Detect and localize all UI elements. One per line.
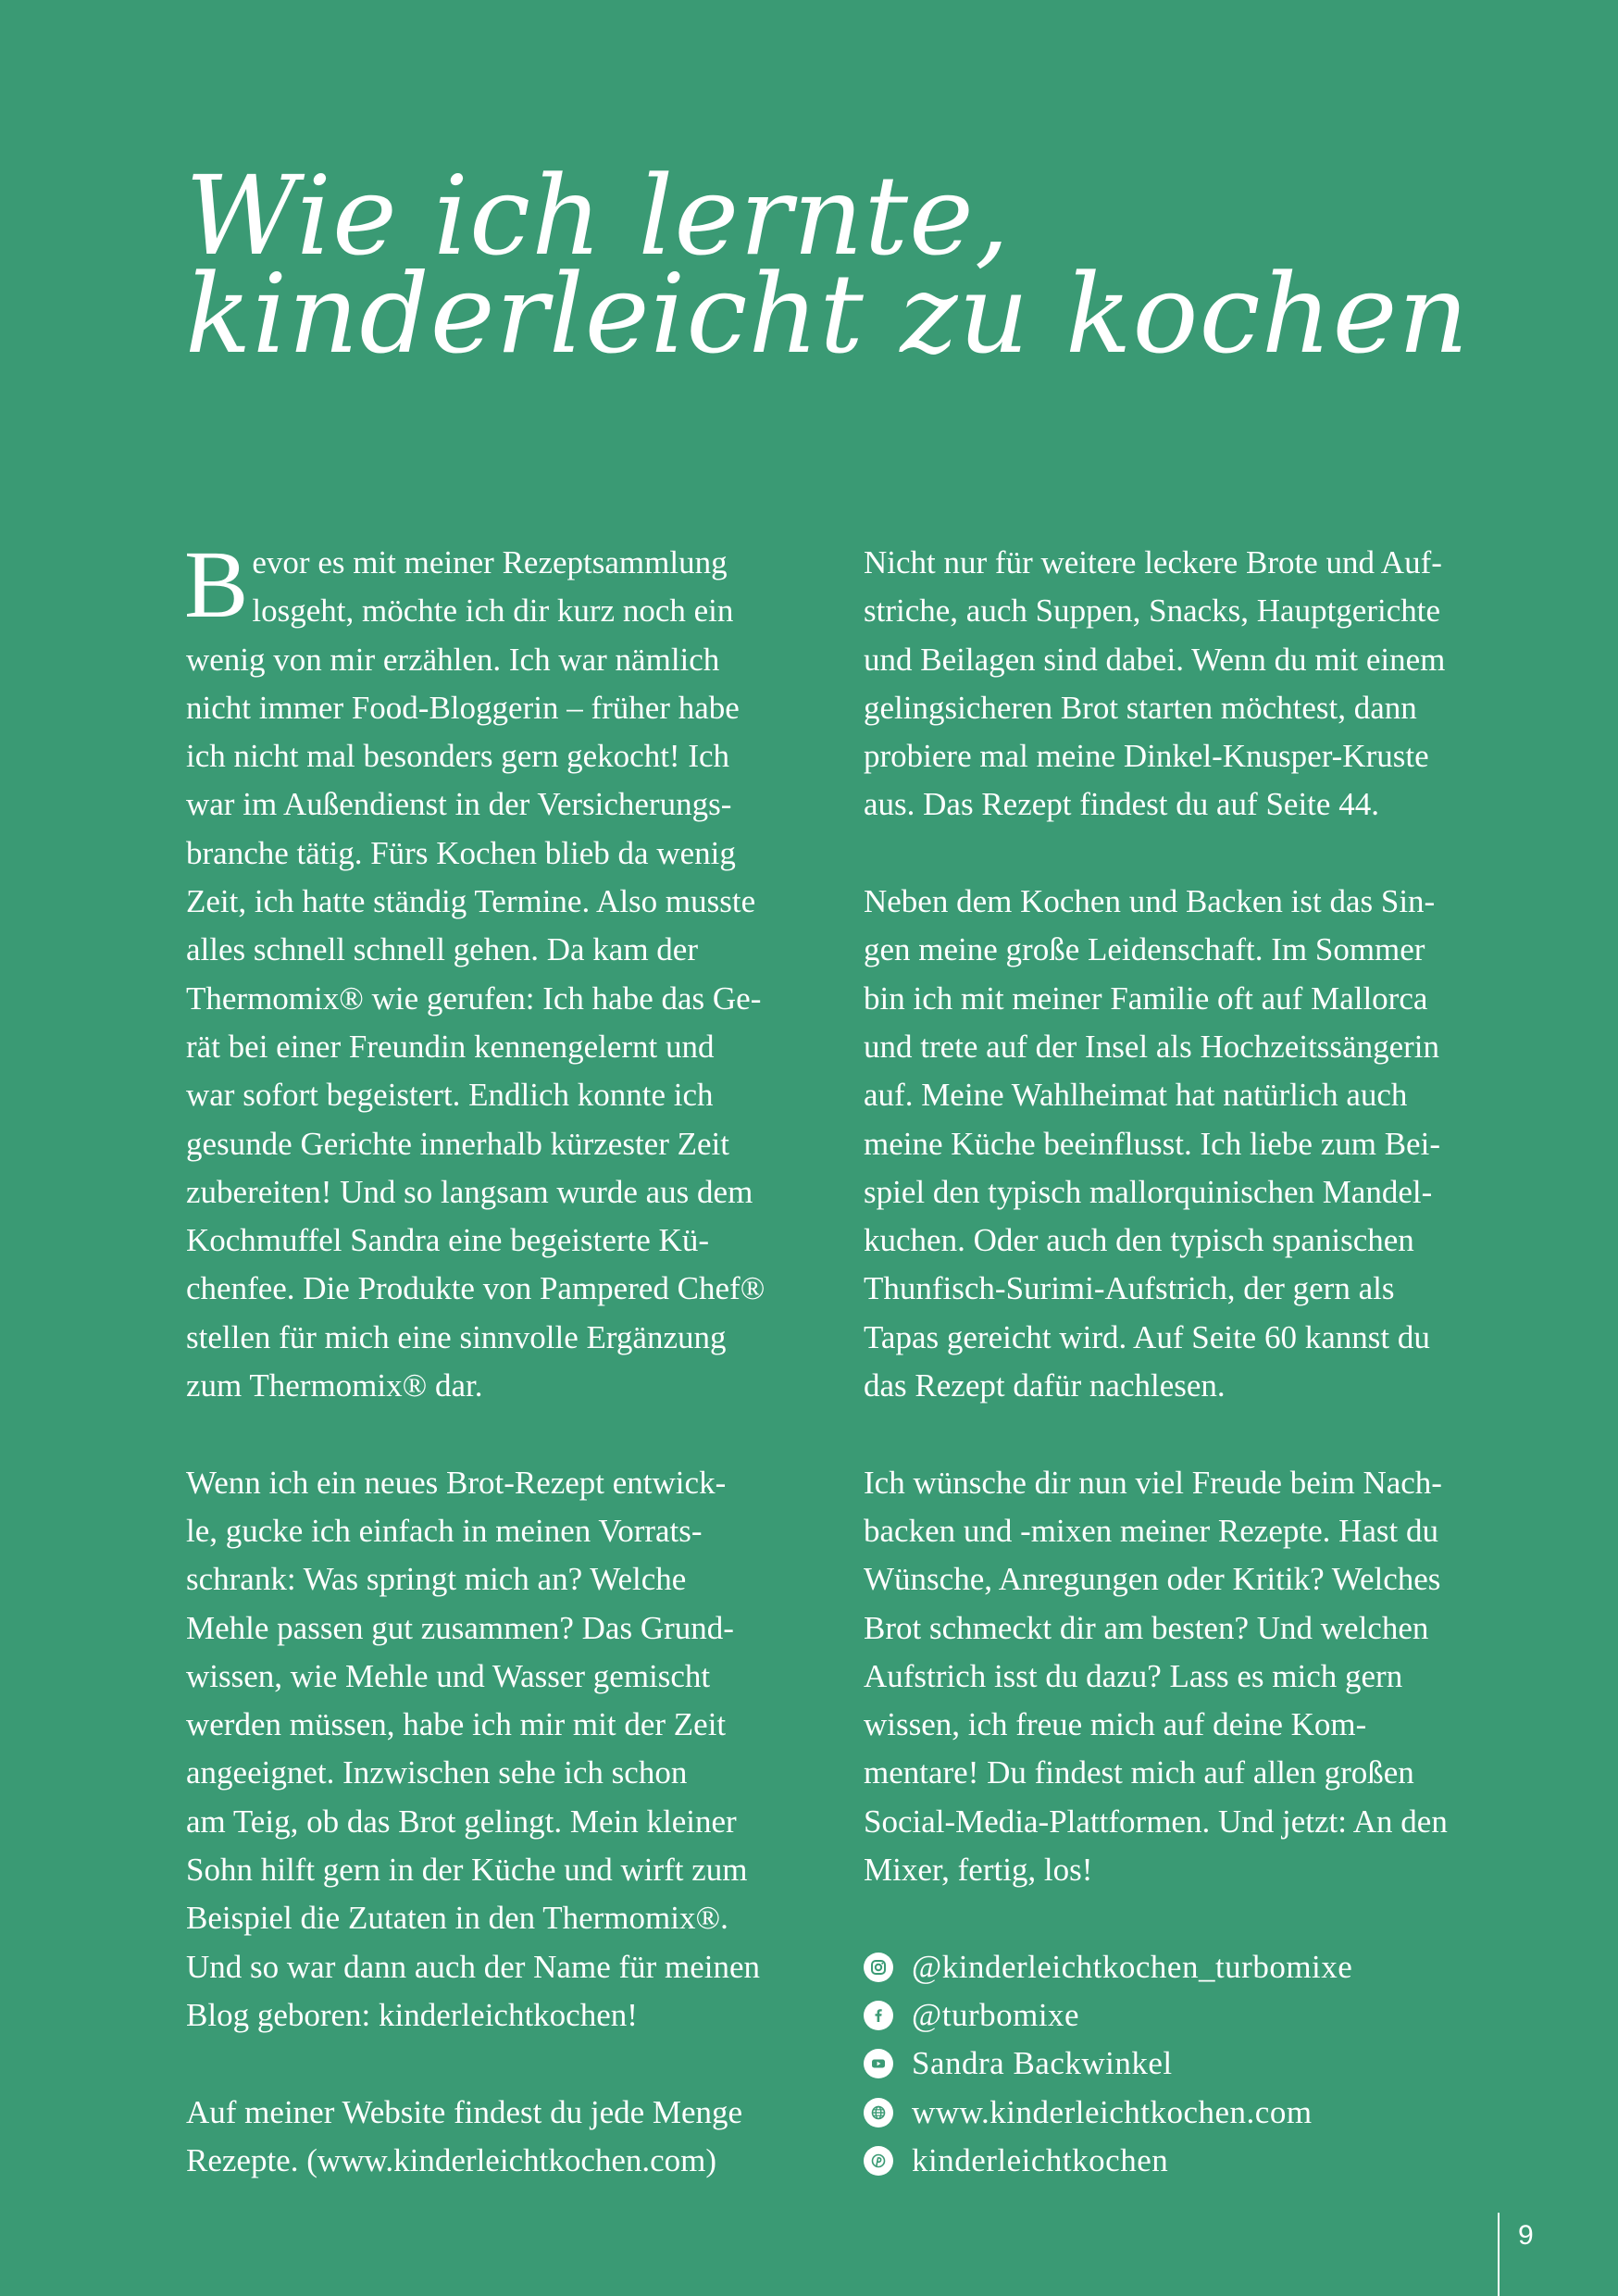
singing-paragraph: Neben dem Kochen und Backen ist das Sin- gen meine große Leidenschaft. Im Sommer bin ich mit meiner Familie oft auf Mallorca und trete auf der Insel als Hochzeitssängerin auf. Meine Wahlheimat hat natürlich auch meine Küche beeinflusst. Ich liebe zum Bei- spiel den typisch mallorquinischen Mandel- kuchen. Oder auch den typisch spanischen Thunfisch-Surimi-Aufstrich, der gern als Tapas gereicht wird. Auf Seite 60 kannst du das Rezept dafür nachlesen. — [864, 883, 1440, 1404]
social-item-website[interactable] — [864, 2089, 1512, 2137]
left-column — [184, 531, 825, 2233]
page-title — [185, 152, 1527, 378]
pinterest-icon — [864, 2146, 893, 2176]
social-item-pinterest[interactable] — [864, 2137, 1512, 2185]
website-paragraph: Auf meiner Website findest du jede Menge Rezepte. (www.kinderleichtkochen.com) — [186, 2093, 743, 2178]
youtube-icon — [864, 2049, 893, 2078]
social-item-youtube[interactable] — [864, 2040, 1512, 2088]
globe-icon — [864, 2098, 893, 2128]
pinterest-handle: kinderleichtkochen — [912, 2141, 1169, 2178]
page-number-divider — [1498, 2213, 1500, 2296]
closing-paragraph: Ich wünsche dir nun viel Freude beim Nach- backen und -mixen meiner Rezepte. Hast du Wünsche, Anregungen oder Kritik? Welches Brot schmeckt dir am besten? Und welchen Aufstrich isst du dazu? Lass es mich gern wissen, ich freue mich auf deine Kom- mentare! Du findest mich auf allen großen Social-Media-Plattformen. Und jetzt: An den Mixer, fertig, los! — [864, 1464, 1448, 1889]
instagram-handle: @kinderleichtkochen_turbomixe — [912, 1948, 1353, 1985]
instagram-icon — [864, 1953, 893, 1982]
right-column — [864, 539, 1512, 2185]
social-item-facebook[interactable] — [864, 1991, 1512, 2040]
facebook-icon — [864, 2001, 893, 2030]
title-line-2: kinderleicht zu kochen — [185, 250, 1470, 378]
more-recipes-paragraph: Nicht nur für weitere leckere Brote und Auf- striche, auch Suppen, Snacks, Hauptgerichte und Beilagen sind dabei. Wenn du mit einem gelingsicheren Brot starten möchtest, dann probiere mal meine Dinkel-Knusper-Kruste aus. Das Rezept findest du auf Seite 44. — [864, 544, 1446, 823]
intro-text: evor es mit meiner Rezeptsammlung losgeht, möchte ich dir kurz noch ein wenig von mir erzählen. Ich war nämlich nicht immer Food-Bloggerin – früher habe ich nicht mal besonders gern gekocht! Ich war im Außendienst in der Versicherungs- branche tätig. Fürs Kochen blieb da wenig Zeit, ich hatte ständig Termine. Also musste alles schnell schnell gehen. Da kam der Thermomix® wie gerufen: Ich habe das Ge- rät bei einer Freundin kennengelernt und war sofort begeistert. Endlich konnte ich gesunde Gerichte innerhalb kürzester Zeit zubereiten! Und so langsam wurde aus dem Kochmuffel Sandra eine begeisterte Kü- chenfee. Die Produkte von Pampered Chef® stellen für mich eine sinnvolle Ergänzung zum Thermomix® dar. — [186, 544, 765, 1404]
title-line-1: Wie ich lernte, — [185, 152, 1011, 280]
page-number: 9 — [1518, 2220, 1534, 2251]
social-links — [864, 1943, 1512, 2185]
bread-recipe-paragraph: Wenn ich ein neues Brot-Rezept entwick- le, gucke ich einfach in meinen Vorrats- schrank: Was springt mich an? Welche Mehle passen gut zusammen? Das Grund- wissen, wie Mehle und Wasser gemischt werden müssen, habe ich mir mit der Zeit angeeignet. Inzwischen sehe ich schon am Teig, ob das Brot gelingt. Mein kleiner Sohn hilft gern in der Küche und wirft zum Beispiel die Zutaten in den Thermomix®. Und so war dann auch der Name für meinen Blog geboren: kinderleichtkochen! — [186, 1464, 761, 2033]
intro-paragraph — [184, 531, 825, 1410]
website-url: www.kinderleichtkochen.com — [912, 2093, 1313, 2130]
youtube-channel: Sandra Backwinkel — [912, 2045, 1173, 2082]
drop-cap: B — [184, 531, 249, 638]
facebook-handle: @turbomixe — [912, 1996, 1080, 2033]
social-item-instagram[interactable] — [864, 1943, 1512, 1991]
